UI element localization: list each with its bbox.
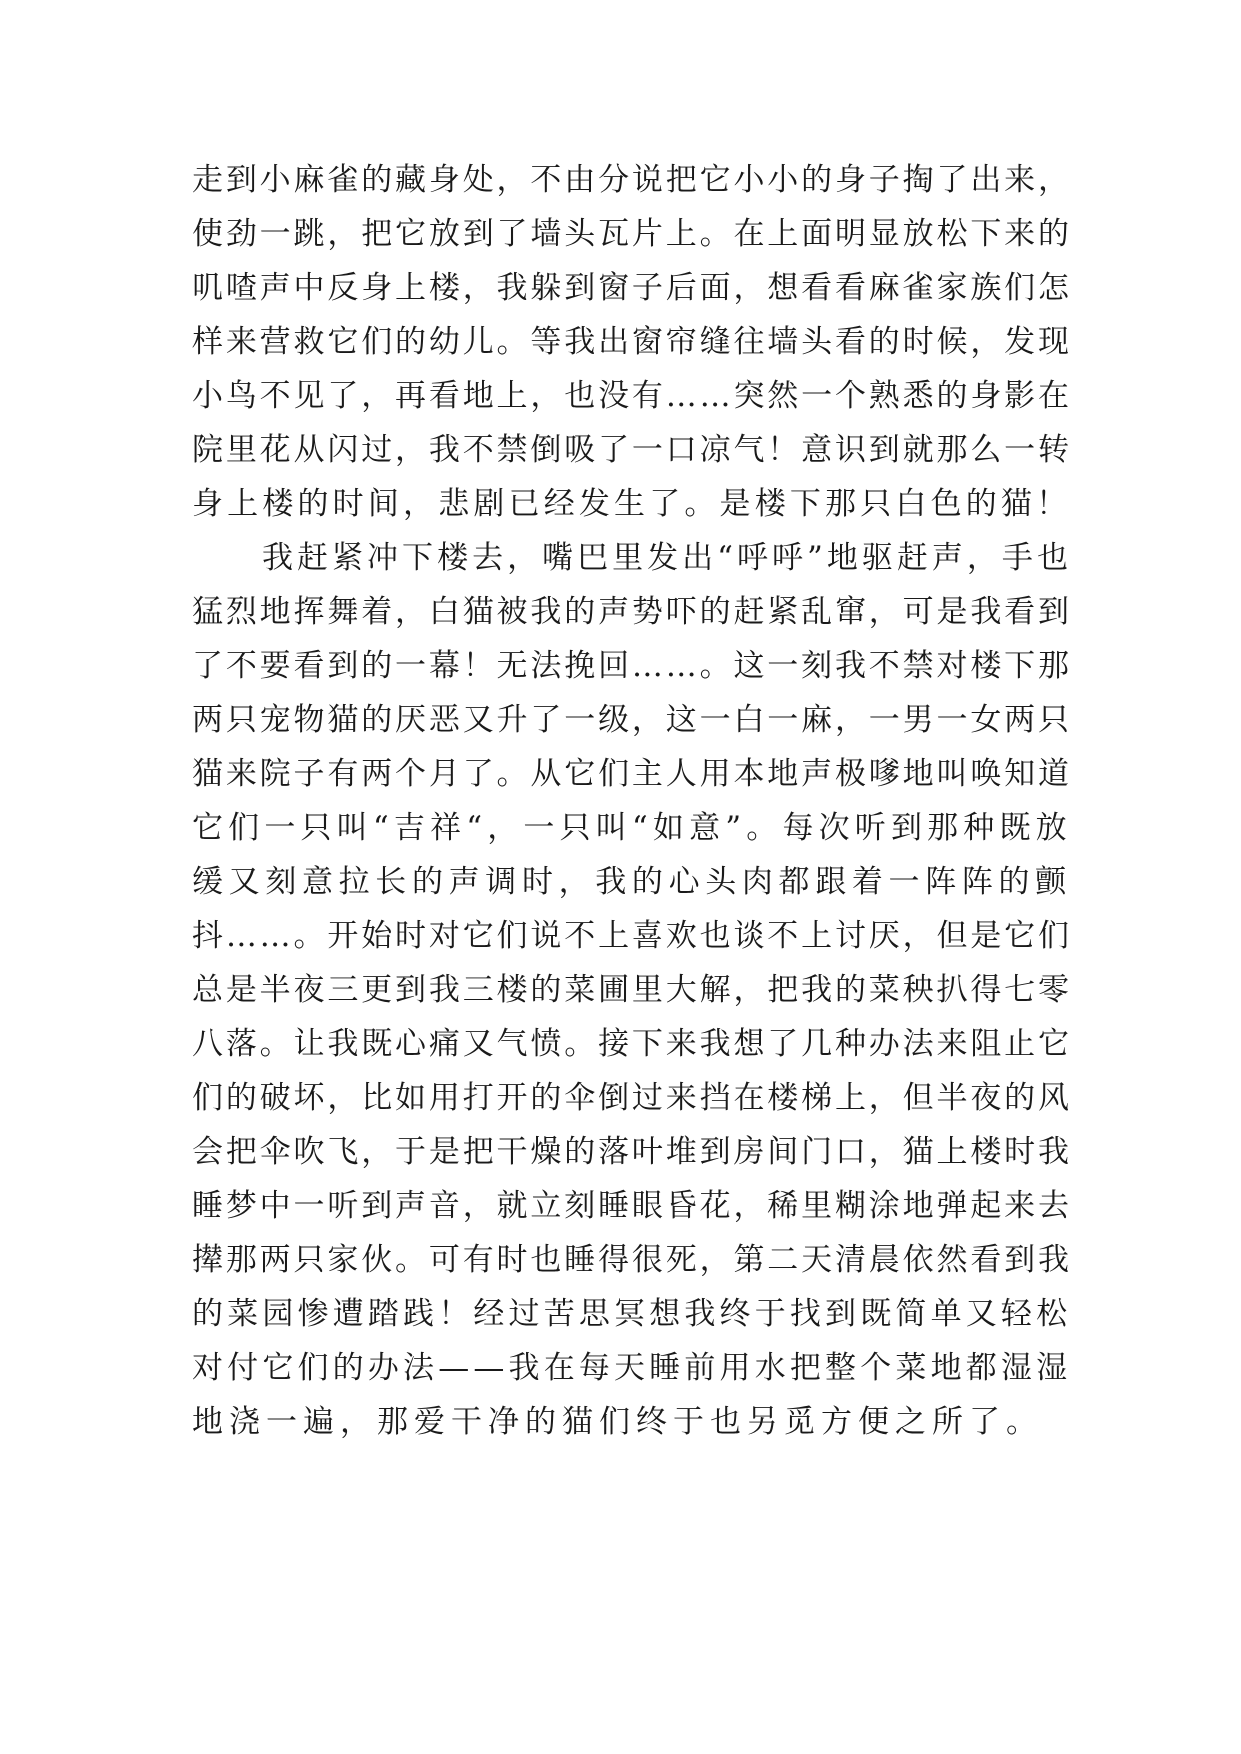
text-line: 叽喳声中反身上楼，我躲到窗子后面，想看看麻雀家族们怎 xyxy=(192,270,1072,306)
text-line: 身上楼的时间，悲剧已经发生了。是楼下那只白色的猫！ xyxy=(192,486,1072,522)
text-line: 对付它们的办法——我在每天睡前用水把整个菜地都湿湿 xyxy=(192,1350,1072,1386)
text-line: 我赶紧冲下楼去，嘴巴里发出“呼呼”地驱赶声，手也 xyxy=(192,540,1072,576)
text-line: 的菜园惨遭踏践！经过苦思冥想我终于找到既简单又轻松 xyxy=(192,1296,1072,1332)
text-line: 猛烈地挥舞着，白猫被我的声势吓的赶紧乱窜，可是我看到 xyxy=(192,594,1072,630)
text-line: 总是半夜三更到我三楼的菜圃里大解，把我的菜秧扒得七零 xyxy=(192,972,1072,1008)
text-line: 它们一只叫“吉祥“，一只叫“如意”。每次听到那种既放 xyxy=(192,810,1072,846)
text-line: 两只宠物猫的厌恶又升了一级，这一白一麻，一男一女两只 xyxy=(192,702,1072,738)
text-line: 八落。让我既心痛又气愤。接下来我想了几种办法来阻止它 xyxy=(192,1026,1072,1062)
text-line: 抖……。开始时对它们说不上喜欢也谈不上讨厌，但是它们 xyxy=(192,918,1072,954)
text-line: 样来营救它们的幼儿。等我出窗帘缝往墙头看的时候，发现 xyxy=(192,324,1072,360)
text-line: 会把伞吹飞，于是把干燥的落叶堆到房间门口，猫上楼时我 xyxy=(192,1134,1072,1170)
text-line: 撵那两只家伙。可有时也睡得很死，第二天清晨依然看到我 xyxy=(192,1242,1072,1278)
text-line: 们的破坏，比如用打开的伞倒过来挡在楼梯上，但半夜的风 xyxy=(192,1080,1072,1116)
text-line: 猫来院子有两个月了。从它们主人用本地声极嗲地叫唤知道 xyxy=(192,756,1072,792)
text-line: 使劲一跳，把它放到了墙头瓦片上。在上面明显放松下来的 xyxy=(192,216,1072,252)
text-line: 走到小麻雀的藏身处，不由分说把它小小的身子掏了出来， xyxy=(192,162,1072,198)
text-line: 睡梦中一听到声音，就立刻睡眼昏花，稀里糊涂地弹起来去 xyxy=(192,1188,1072,1224)
text-line: 了不要看到的一幕！无法挽回……。这一刻我不禁对楼下那 xyxy=(192,648,1072,684)
text-line: 小鸟不见了，再看地上，也没有……突然一个熟悉的身影在 xyxy=(192,378,1072,414)
text-line: 院里花从闪过，我不禁倒吸了一口凉气！意识到就那么一转 xyxy=(192,432,1072,468)
text-line: 地浇一遍，那爱干净的猫们终于也另觅方便之所了。 xyxy=(192,1404,1043,1440)
text-line: 缓又刻意拉长的声调时，我的心头肉都跟着一阵阵的颤 xyxy=(192,864,1072,900)
